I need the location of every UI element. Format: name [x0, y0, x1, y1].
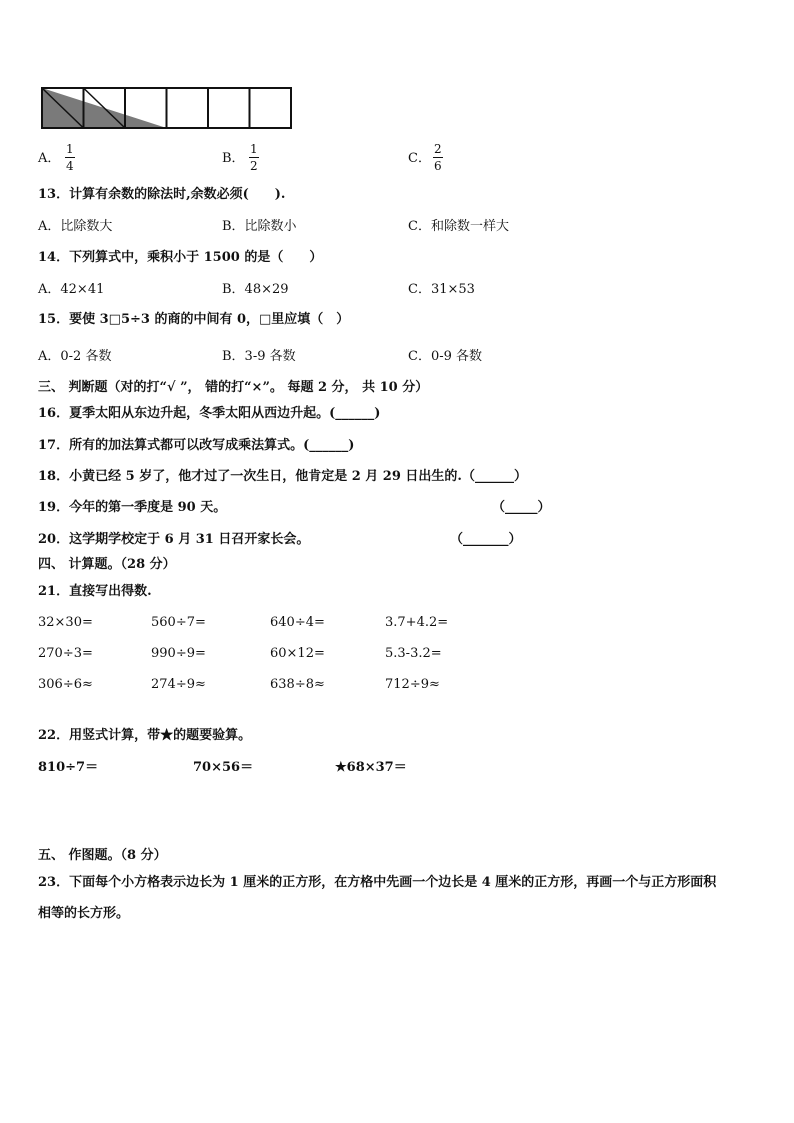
q22-stem: 22．用竖式计算，带★的题要验算。 — [38, 728, 252, 743]
q20-text: 20．这学期学校定于 6 月 31 日召开家长会。 — [38, 532, 310, 547]
q23-line1: 23．下面每个小方格表示边长为 1 厘米的正方形，在方格中先画一个边长是 4 厘米的正方形，再画一个与正方形面积 — [38, 875, 717, 890]
fraction-strip-figure — [40, 86, 292, 130]
q14-option-b: B．48×29 — [222, 282, 289, 297]
q21-item: 306÷6≈ — [38, 677, 93, 692]
q12-option-b-letter: B． — [222, 151, 245, 166]
q23-line2: 相等的长方形。 — [38, 906, 130, 921]
q15-option-c: C．0-9 各数 — [408, 349, 483, 364]
q15-stem: 15．要使 3□5÷3 的商的中间有 0，□里应填（ ） — [38, 312, 350, 327]
q22-item-2: 70×56＝ — [193, 760, 254, 775]
section4-heading: 四、 计算题。（28 分） — [38, 557, 176, 572]
q21-item: 274÷9≈ — [151, 677, 206, 692]
q12-option-c-fraction: 2 6 — [434, 142, 442, 173]
strip-cell — [208, 88, 250, 128]
q19-text: 19．今年的第一季度是 90 天。 — [38, 500, 227, 515]
q13-stem: 13．计算有余数的除法时,余数必须( ). — [38, 187, 286, 202]
q21-item: 5.3-3.2= — [385, 646, 442, 661]
q16-text: 16．夏季太阳从东边升起，冬季太阳从西边升起。(______) — [38, 406, 381, 421]
q14-option-c: C．31×53 — [408, 282, 475, 297]
q13-option-a: A．比除数大 — [38, 219, 113, 234]
q22-item-1: 810÷7＝ — [38, 760, 99, 775]
q19-answer-blank[interactable]: （_____） — [492, 500, 551, 515]
q12-option-a-fraction: 1 4 — [66, 142, 74, 173]
q21-item: 32×30= — [38, 615, 93, 630]
q22-item-3: ★68×37＝ — [335, 760, 407, 775]
q21-stem: 21．直接写出得数. — [38, 584, 152, 599]
q15-option-b: B．3-9 各数 — [222, 349, 296, 364]
section5-heading: 五、 作图题。（8 分） — [38, 848, 167, 863]
q17-text: 17．所有的加法算式都可以改写成乘法算式。(______) — [38, 438, 355, 453]
q21-item: 560÷7= — [151, 615, 206, 630]
q20-answer-blank[interactable]: （_______） — [450, 532, 522, 547]
q12-option-a-letter: A． — [38, 151, 61, 166]
q21-item: 270÷3= — [38, 646, 93, 661]
strip-cell — [167, 88, 209, 128]
q13-option-b: B．比除数小 — [222, 219, 297, 234]
q14-stem: 14．下列算式中，乘积小于 1500 的是（ ） — [38, 250, 323, 265]
q21-item: 3.7+4.2= — [385, 615, 449, 630]
q18-text: 18．小黄已经 5 岁了，他才过了一次生日，他肯定是 2 月 29 日出生的.（______） — [38, 469, 527, 484]
q13-option-c: C．和除数一样大 — [408, 219, 509, 234]
q15-option-a: A．0-2 各数 — [38, 349, 112, 364]
q21-item: 60×12= — [270, 646, 325, 661]
q21-item: 712÷9≈ — [385, 677, 440, 692]
q21-item: 640÷4= — [270, 615, 325, 630]
q12-option-c-letter: C． — [408, 151, 431, 166]
strip-cell — [250, 88, 292, 128]
q12-option-b-fraction: 1 2 — [250, 142, 258, 173]
q14-option-a: A．42×41 — [38, 282, 105, 297]
q21-item: 990÷9= — [151, 646, 206, 661]
section3-heading: 三、 判断题（对的打“√ ”， 错的打“×”。 每题 2 分， 共 10 分） — [38, 380, 429, 395]
q21-item: 638÷8≈ — [270, 677, 325, 692]
